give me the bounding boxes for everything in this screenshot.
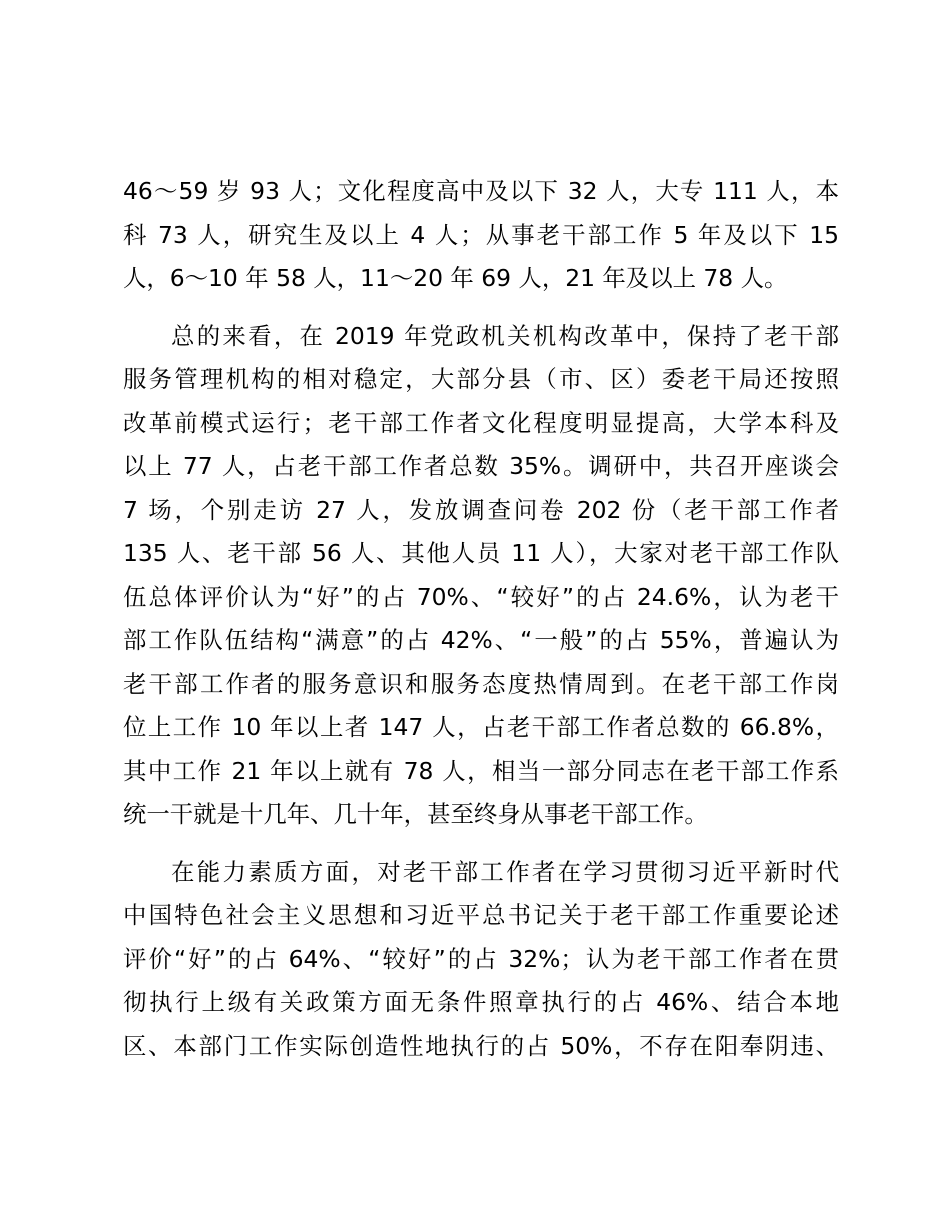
text-line: 人，6～10 年 58 人，11～20 年 69 人，21 年及以上 78 人。	[123, 264, 788, 292]
text-line: 彻执行上级有关政策方面无条件照章执行的占 46%、结合本地	[123, 988, 839, 1016]
text-line: 老干部工作者的服务意识和服务态度热情周到。在老干部工作岗	[123, 669, 839, 698]
text-line: 46～59 岁 93 人；文化程度高中及以下 32 人，大专 111 人，本	[123, 177, 839, 205]
paragraph-1	[123, 170, 839, 301]
text-line: 以上 77 人，占老干部工作者总数 35%。调研中，共召开座谈会	[123, 452, 839, 480]
text-line: 总的来看，在 2019 年党政机关机构改革中，保持了老干部	[171, 321, 839, 350]
text-line: 中国特色社会主义思想和习近平总书记关于老干部工作重要论述	[123, 901, 839, 929]
text-line: 统一干就是十几年、几十年，甚至终身从事老干部工作。	[123, 800, 708, 828]
paragraph-2	[123, 315, 839, 837]
text-line: 服务管理机构的相对稳定，大部分县（市、区）委老干局还按照	[123, 365, 839, 393]
text-line: 科 73 人，研究生及以上 4 人；从事老干部工作 5 年及以下 15	[123, 220, 839, 249]
text-line: 位上工作 10 年以上者 147 人，占老干部工作者总数的 66.8%，	[123, 713, 839, 741]
text-line: 伍总体评价认为“好”的占 70%、“较好”的占 24.6%，认为老干	[123, 582, 839, 611]
text-line: 135 人、老干部 56 人、其他人员 11 人），大家对老干部工作队	[123, 539, 839, 567]
text-line: 其中工作 21 年以上就有 78 人，相当一部分同志在老干部工作系	[123, 756, 839, 785]
text-line: 评价“好”的占 64%、“较好”的占 32%；认为老干部工作者在贯	[123, 944, 839, 973]
text-line: 部工作队伍结构“满意”的占 42%、“一般”的占 55%，普遍认为	[123, 626, 839, 654]
text-line: 7 场，个别走访 27 人，发放调查问卷 202 份（老干部工作者	[123, 495, 839, 524]
document-page	[123, 170, 839, 1082]
text-line: 区、本部门工作实际创造性地执行的占 50%，不存在阳奉阴违、	[123, 1031, 839, 1060]
paragraph-3	[123, 851, 839, 1069]
text-line: 在能力素质方面，对老干部工作者在学习贯彻习近平新时代	[171, 857, 839, 886]
text-line: 改革前模式运行；老干部工作者文化程度明显提高，大学本科及	[123, 408, 839, 437]
